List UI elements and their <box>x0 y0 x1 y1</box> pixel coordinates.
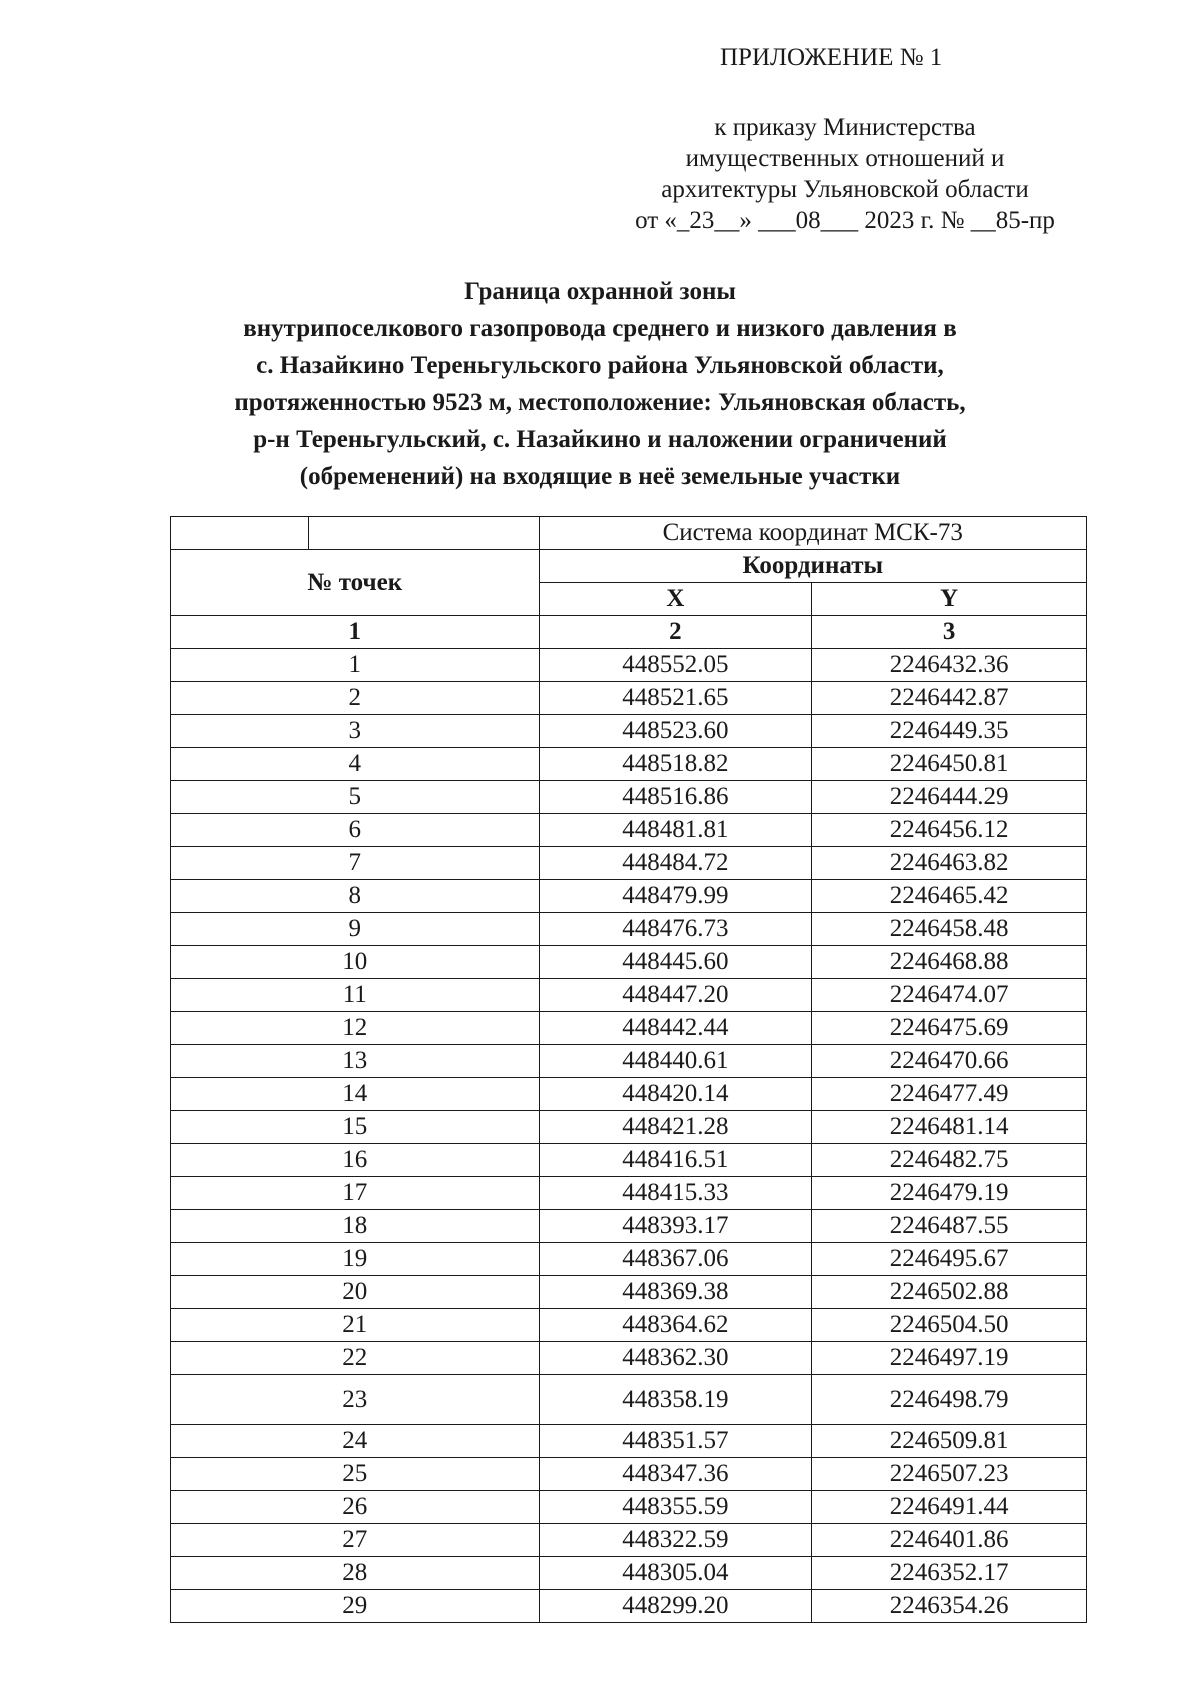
title-line: (обременений) на входящие в неё земельные участки <box>299 463 901 490</box>
table-row <box>171 847 1087 880</box>
x-coordinate-cell: 448516.86 <box>539 781 812 814</box>
point-number-cell: 18 <box>171 1210 540 1243</box>
point-number-cell: 9 <box>171 913 540 946</box>
empty-cell <box>171 517 309 550</box>
y-coordinate-cell: 2246498.79 <box>812 1375 1087 1425</box>
x-coordinate-cell: 448355.59 <box>539 1491 812 1524</box>
y-coordinate-cell: 2246354.26 <box>812 1590 1087 1623</box>
y-coordinate-cell: 2246481.14 <box>812 1111 1087 1144</box>
x-coordinate-cell: 448369.38 <box>539 1276 812 1309</box>
x-coordinate-cell: 448552.05 <box>539 649 812 682</box>
y-coordinate-cell: 2246491.44 <box>812 1491 1087 1524</box>
table-row <box>171 1210 1087 1243</box>
x-coordinate-cell: 448415.33 <box>539 1177 812 1210</box>
table-row <box>171 1557 1087 1590</box>
x-coordinate-cell: 448367.06 <box>539 1243 812 1276</box>
coordinates-table <box>170 516 1087 1623</box>
y-coordinate-cell: 2246401.86 <box>812 1524 1087 1557</box>
x-coordinate-cell: 448358.19 <box>539 1375 812 1425</box>
table-row <box>171 1425 1087 1458</box>
y-coordinate-cell: 2246450.81 <box>812 748 1087 781</box>
y-coordinate-cell: 2246432.36 <box>812 649 1087 682</box>
y-coordinate-cell: 2246487.55 <box>812 1210 1087 1243</box>
table-row <box>171 979 1087 1012</box>
point-number-cell: 25 <box>171 1458 540 1491</box>
point-number-cell: 6 <box>171 814 540 847</box>
x-coordinate-cell: 448347.36 <box>539 1458 812 1491</box>
x-coordinate-cell: 448421.28 <box>539 1111 812 1144</box>
table-row <box>171 1491 1087 1524</box>
y-coordinate-cell: 2246475.69 <box>812 1012 1087 1045</box>
order-line: имущественных отношений и <box>685 145 1005 172</box>
y-coordinate-cell: 2246507.23 <box>812 1458 1087 1491</box>
y-coordinate-cell: 2246444.29 <box>812 781 1087 814</box>
y-coordinate-cell: 2246463.82 <box>812 847 1087 880</box>
x-coordinate-cell: 448481.81 <box>539 814 812 847</box>
x-coordinate-cell: 448445.60 <box>539 946 812 979</box>
coord-system-label: Система координат МСК-73 <box>539 517 1087 550</box>
table-row <box>171 781 1087 814</box>
point-number-cell: 8 <box>171 880 540 913</box>
table-row <box>171 682 1087 715</box>
table-row <box>171 1078 1087 1111</box>
y-coordinate-cell: 2246497.19 <box>812 1342 1087 1375</box>
coord-system-row <box>171 517 1087 550</box>
title-line: р-н Тереньгульский, с. Назайкино и наложении ограничений <box>253 426 947 453</box>
y-coordinate-cell: 2246477.49 <box>812 1078 1087 1111</box>
title-line: протяженностью 9523 м, местоположение: Ульяновская область, <box>234 389 966 416</box>
point-number-cell: 10 <box>171 946 540 979</box>
x-coordinate-cell: 448362.30 <box>539 1342 812 1375</box>
column-number: 2 <box>539 616 812 649</box>
table-row <box>171 913 1087 946</box>
coords-header: Координаты <box>539 550 1087 583</box>
x-coordinate-cell: 448305.04 <box>539 1557 812 1590</box>
point-number-cell: 15 <box>171 1111 540 1144</box>
table-row <box>171 1375 1087 1425</box>
point-number-cell: 14 <box>171 1078 540 1111</box>
y-coordinate-cell: 2246449.35 <box>812 715 1087 748</box>
y-coordinate-cell: 2246442.87 <box>812 682 1087 715</box>
point-number-cell: 3 <box>171 715 540 748</box>
y-coordinate-cell: 2246509.81 <box>812 1425 1087 1458</box>
point-number-cell: 12 <box>171 1012 540 1045</box>
x-coordinate-cell: 448351.57 <box>539 1425 812 1458</box>
point-number-cell: 11 <box>171 979 540 1012</box>
x-coordinate-cell: 448479.99 <box>539 880 812 913</box>
point-number-cell: 13 <box>171 1045 540 1078</box>
header-row <box>171 550 1087 583</box>
table-row <box>171 1144 1087 1177</box>
point-number-cell: 28 <box>171 1557 540 1590</box>
table-row <box>171 1524 1087 1557</box>
point-number-cell: 26 <box>171 1491 540 1524</box>
x-coordinate-cell: 448523.60 <box>539 715 812 748</box>
point-number-cell: 7 <box>171 847 540 880</box>
y-coordinate-cell: 2246468.88 <box>812 946 1087 979</box>
y-coordinate-cell: 2246465.42 <box>812 880 1087 913</box>
point-number-cell: 21 <box>171 1309 540 1342</box>
table-row <box>171 1177 1087 1210</box>
column-number-row <box>171 616 1087 649</box>
x-coordinate-cell: 448420.14 <box>539 1078 812 1111</box>
table-row <box>171 649 1087 682</box>
x-coordinate-cell: 448521.65 <box>539 682 812 715</box>
x-coordinate-cell: 448364.62 <box>539 1309 812 1342</box>
table-row <box>171 748 1087 781</box>
x-coordinate-cell: 448447.20 <box>539 979 812 1012</box>
point-number-cell: 22 <box>171 1342 540 1375</box>
table-row <box>171 814 1087 847</box>
table-row <box>171 715 1087 748</box>
x-coordinate-cell: 448393.17 <box>539 1210 812 1243</box>
y-coordinate-cell: 2246495.67 <box>812 1243 1087 1276</box>
x-coordinate-cell: 448442.44 <box>539 1012 812 1045</box>
table-row <box>171 1012 1087 1045</box>
x-coordinate-cell: 448299.20 <box>539 1590 812 1623</box>
title-line: внутрипоселкового газопровода среднего и низкого давления в <box>243 315 957 342</box>
table-row <box>171 1458 1087 1491</box>
point-number-cell: 2 <box>171 682 540 715</box>
order-line: к приказу Министерства <box>714 114 976 141</box>
point-number-cell: 27 <box>171 1524 540 1557</box>
x-coordinate-cell: 448518.82 <box>539 748 812 781</box>
table-row <box>171 1111 1087 1144</box>
y-header: Y <box>812 583 1087 616</box>
y-coordinate-cell: 2246470.66 <box>812 1045 1087 1078</box>
column-number: 1 <box>171 616 540 649</box>
table-row <box>171 1590 1087 1623</box>
title-line: Граница охранной зоны <box>464 278 736 305</box>
table-row <box>171 1342 1087 1375</box>
y-coordinate-cell: 2246504.50 <box>812 1309 1087 1342</box>
y-coordinate-cell: 2246352.17 <box>812 1557 1087 1590</box>
x-coordinate-cell: 448440.61 <box>539 1045 812 1078</box>
order-date-number: от «_23__» ___08___ 2023 г. № __85-пр <box>635 207 1055 234</box>
y-coordinate-cell: 2246502.88 <box>812 1276 1087 1309</box>
table-row <box>171 946 1087 979</box>
point-number-cell: 4 <box>171 748 540 781</box>
y-coordinate-cell: 2246482.75 <box>812 1144 1087 1177</box>
table-row <box>171 1045 1087 1078</box>
point-number-cell: 5 <box>171 781 540 814</box>
x-header: X <box>539 583 812 616</box>
table-row <box>171 1243 1087 1276</box>
appendix-title: ПРИЛОЖЕНИЕ № 1 <box>720 44 943 71</box>
x-coordinate-cell: 448416.51 <box>539 1144 812 1177</box>
x-coordinate-cell: 448322.59 <box>539 1524 812 1557</box>
order-reference <box>590 112 1100 236</box>
document-title <box>150 273 1050 495</box>
y-coordinate-cell: 2246456.12 <box>812 814 1087 847</box>
table-row <box>171 1309 1087 1342</box>
y-coordinate-cell: 2246474.07 <box>812 979 1087 1012</box>
point-number-cell: 1 <box>171 649 540 682</box>
point-number-cell: 19 <box>171 1243 540 1276</box>
point-number-cell: 20 <box>171 1276 540 1309</box>
y-coordinate-cell: 2246458.48 <box>812 913 1087 946</box>
order-line: архитектуры Ульяновской области <box>661 176 1029 203</box>
point-number-cell: 17 <box>171 1177 540 1210</box>
table-row <box>171 1276 1087 1309</box>
table-row <box>171 880 1087 913</box>
x-coordinate-cell: 448484.72 <box>539 847 812 880</box>
point-number-cell: 16 <box>171 1144 540 1177</box>
column-number: 3 <box>812 616 1087 649</box>
title-line: с. Назайкино Тереньгульского района Ульяновской области, <box>256 352 944 379</box>
x-coordinate-cell: 448476.73 <box>539 913 812 946</box>
empty-cell <box>308 517 539 550</box>
y-coordinate-cell: 2246479.19 <box>812 1177 1087 1210</box>
point-number-cell: 24 <box>171 1425 540 1458</box>
point-number-cell: 29 <box>171 1590 540 1623</box>
point-number-cell: 23 <box>171 1375 540 1425</box>
points-header: № точек <box>171 550 540 616</box>
